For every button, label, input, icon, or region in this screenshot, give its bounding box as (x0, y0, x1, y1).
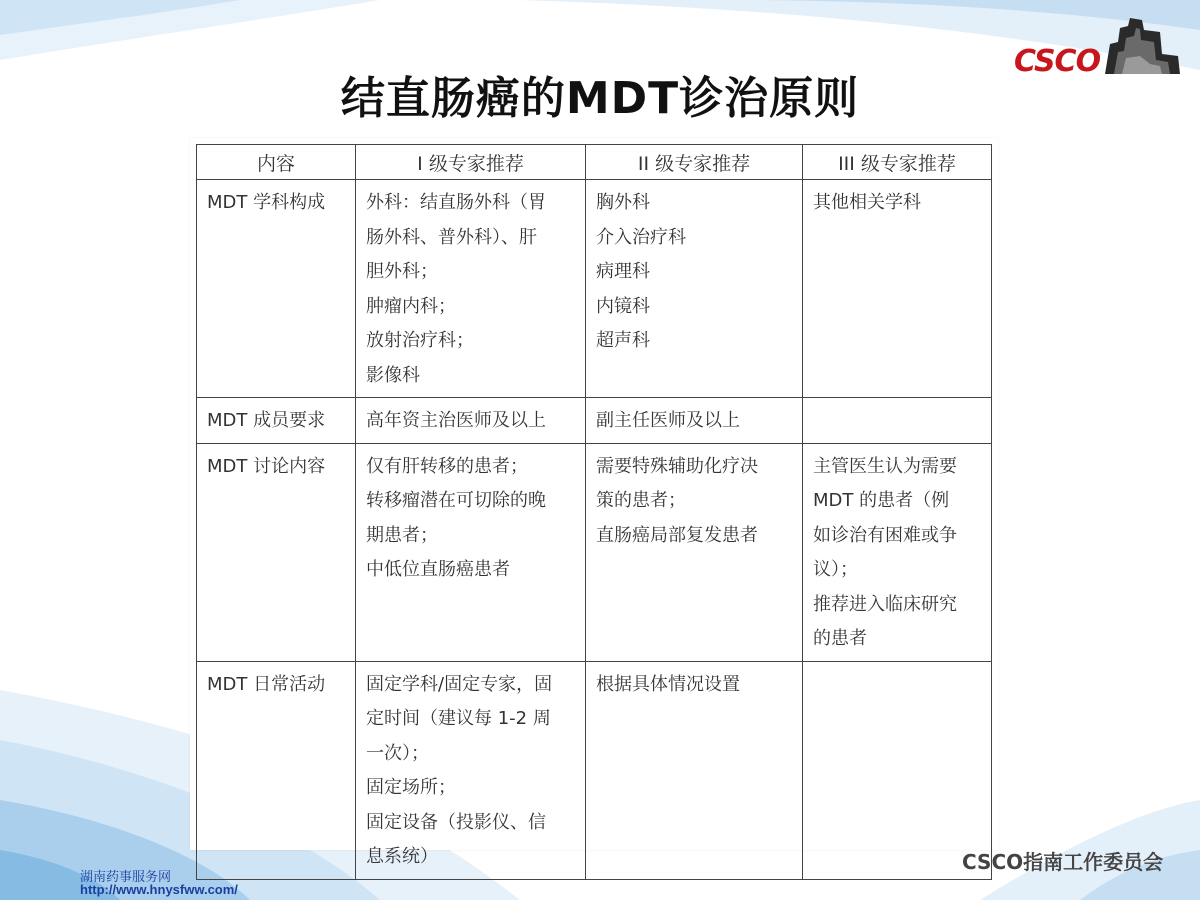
table-row (197, 180, 992, 398)
cell-level-2: 根据具体情况设置 (586, 661, 803, 879)
footer-committee: CSCO指南工作委员会 (962, 850, 1164, 874)
cell-level-3: 主管医生认为需要 MDT 的患者（例 如诊治有困难或争 议）； 推荐进入临床研究 的患者 (803, 443, 992, 661)
table-row (197, 443, 992, 661)
header-level-3: III 级专家推荐 (803, 145, 992, 180)
mdt-table (196, 144, 992, 880)
cell-level-3: 其他相关学科 (803, 180, 992, 398)
row-label: MDT 日常活动 (197, 661, 356, 879)
cell-level-1: 固定学科/固定专家，固 定时间（建议每 1-2 周 一次）； 固定场所； 固定设备（投影仪、信 息系统） (356, 661, 586, 879)
slide-title: 结直肠癌的MDT诊治原则 (340, 73, 860, 124)
cell-level-1: 仅有肝转移的患者； 转移瘤潜在可切除的晚 期患者； 中低位直肠癌患者 (356, 443, 586, 661)
table-row (197, 661, 992, 879)
row-label: MDT 讨论内容 (197, 443, 356, 661)
cell-level-1: 外科：结直肠外科（胃 肠外科、普外科）、肝 胆外科； 肿瘤内科； 放射治疗科； 影像科 (356, 180, 586, 398)
csco-logo-text: CSCO (1014, 44, 1101, 79)
cell-level-2: 需要特殊辅助化疗决 策的患者； 直肠癌局部复发患者 (586, 443, 803, 661)
footer-url-link[interactable]: http://www.hnysfww.com/ (80, 882, 238, 897)
table-row (197, 398, 992, 444)
row-label: MDT 学科构成 (197, 180, 356, 398)
cell-level-1: 高年资主治医师及以上 (356, 398, 586, 444)
cell-level-3 (803, 398, 992, 444)
footer-site-name: 湖南药事服务网 (80, 870, 172, 885)
cell-level-2: 副主任医师及以上 (586, 398, 803, 444)
row-label: MDT 成员要求 (197, 398, 356, 444)
header-level-1: I 级专家推荐 (356, 145, 586, 180)
table-image (190, 138, 998, 867)
cell-level-2: 胸外科 介入治疗科 病理科 内镜科 超声科 (586, 180, 803, 398)
header-level-2: II 级专家推荐 (586, 145, 803, 180)
table-header-row (197, 145, 992, 180)
header-content: 内容 (197, 145, 356, 180)
